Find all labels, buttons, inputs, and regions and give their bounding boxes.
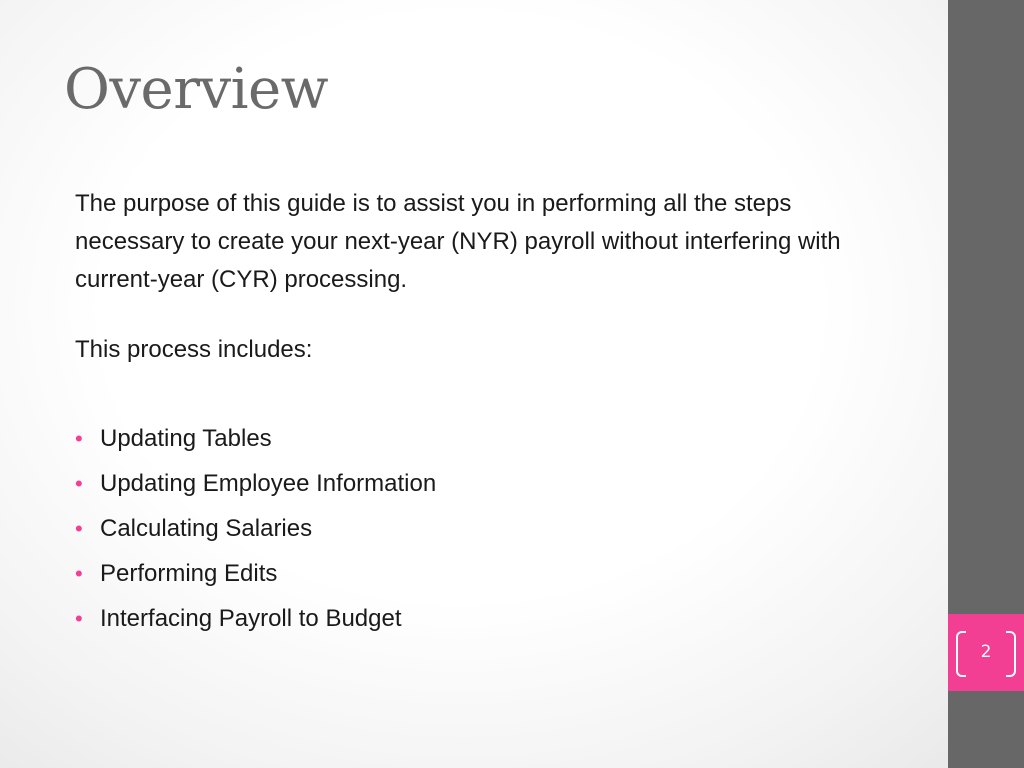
intro-paragraph: The purpose of this guide is to assist you in performing all the steps necessary to create your next-year (NYR) payroll without interfering with current-year (CYR) processing. [75, 190, 841, 293]
bullet-text: Calculating Salaries [100, 515, 313, 542]
bullet-dot-icon: • [75, 471, 83, 496]
page-number: 2 [980, 642, 992, 662]
process-intro-paragraph: This process includes: [75, 336, 313, 363]
bullet-text: Interfacing Payroll to Budget [100, 605, 402, 632]
bullet-item-updating-tables [75, 420, 436, 465]
bullet-text: Updating Tables [100, 425, 272, 452]
bullet-text: Performing Edits [100, 560, 278, 587]
bullet-dot-icon: • [75, 426, 83, 451]
page-number-badge [948, 614, 1024, 691]
bullet-text: Updating Employee Information [100, 470, 437, 497]
bullet-item-performing-edits [75, 555, 436, 600]
bullet-dot-icon: • [75, 516, 83, 541]
bullet-dot-icon: • [75, 606, 83, 631]
slide-title: Overview [64, 57, 329, 122]
bullet-item-calculating-salaries [75, 510, 436, 555]
process-bullet-list [75, 420, 436, 645]
bullet-item-interfacing-payroll-to-budget [75, 600, 436, 645]
bullet-dot-icon: • [75, 561, 83, 586]
bullet-item-updating-employee-information [75, 465, 436, 510]
